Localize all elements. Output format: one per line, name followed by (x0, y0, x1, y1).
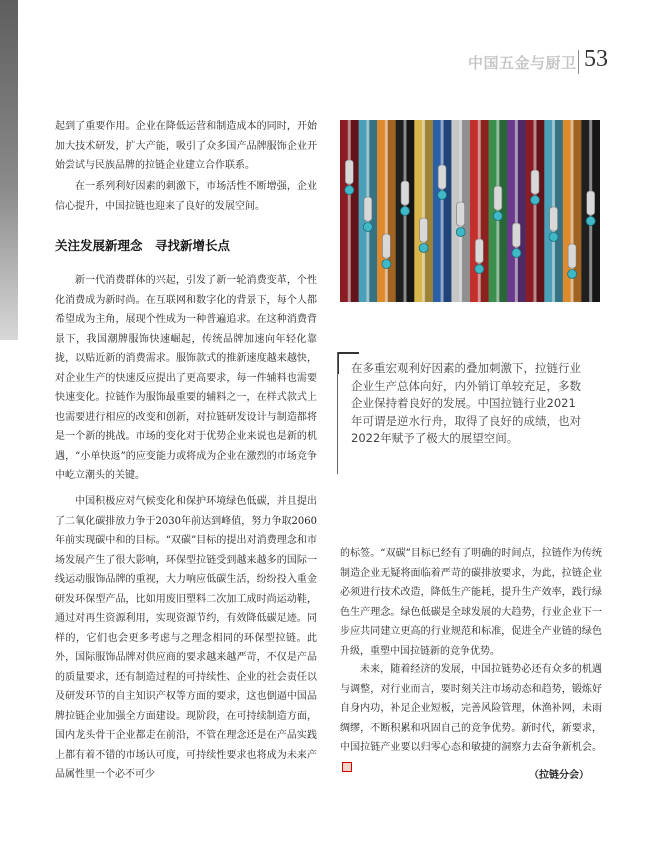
zipper-photo-illustration (340, 120, 600, 302)
zipper-teeth (441, 120, 444, 302)
zipper-teeth (422, 120, 425, 302)
body-paragraph-2: 中国积极应对气候变化和保护环境绿色低碳，并且提出了二氧化碳排放力争于2030年前达到峰值，努力争取2060年前实现碳中和的目标。“双碳”目标的提出对消费理念和市场发展产生了很大影响，环保型拉链受到越来越多的国际一线运动服饰品牌的重视，大力响应低碳生活，纷纷投入重金研发环保型产品，比如用废旧塑料二次加工成时尚运动鞋，通过对再生资源利用，实现资源节约，有效降低碳足迹。同样的，它们也会更多考虑与之理念相同的环保型拉链。此外，国际服饰品牌对供应商的要求越来越严苛，不仅是产品的质量要求，还有制造过程的可持续性、企业的社会责任以及研发环节的自主知识产权等方面的要求，这也倒逼中国品牌拉链企业加强全方面建设。现阶段，在可持续制造方面，国内龙头骨干企业都走在前沿，不管在理念还是在产品实践上都有着不错的市场认可度，可持续性要求也将成为未来产品属性里一个必不可少 (55, 496, 317, 780)
zipper-pull-bead (512, 249, 521, 258)
zipper-pull-bead (568, 270, 577, 279)
zipper-teeth (496, 120, 499, 302)
page-number: 53 (584, 46, 608, 72)
right-paragraph-1: 的标签。“双碳”目标已经有了明确的时间点，拉链作为传统制造企业无疑将面临着严苛的碳排放要求，为此，拉链企业必须进行技术改造，降低生产能耗，提升生产效率，践行绿色生产理念。绿色低碳是全球发展的大趋势，行业企业下一步应共同建立更高的行业规范和标准，促进全产业链的绿色升级，重塑中国拉链新的竞争优势。 (340, 548, 602, 657)
zipper-pull-bead (586, 217, 595, 226)
zipper-teeth (478, 120, 481, 302)
zipper-pull-bead (493, 212, 502, 221)
right-paragraph-2 (340, 660, 602, 777)
body-paragraph-1: 新一代消费群体的兴起，引发了新一轮消费变革，个性化消费成为新时尚。在互联网和数字化的背景下，每个人都希望成为主角，展现个性成为一种普遍追求。在这种消费背景下，我国潮牌服饰快速崛起，传统品牌加速向年轻化靠拢，以贴近新的消费需求。服饰款式的推新速度越来越快，对企业生产的快速反应提出了更高要求，每一件辅料也需要快速变化。拉链作为服饰最重要的辅料之一，在样式款式上也需要进行相应的改变和创新，对拉链研发设计与制造都将是一个新的挑战。市场的变化对于优势企业来说也是新的机遇，“小单快返”的应变能力或将成为企业在激烈的市场竞争中屹立潮头的关键。 (55, 275, 317, 481)
intro-paragraph-2: 在一系列利好因素的刺激下，市场活性不断增强，企业信心提升，中国拉链也迎来了良好的发展空间。 (55, 181, 317, 212)
zipper-pull (420, 218, 428, 242)
zipper-pull-bead (531, 196, 540, 205)
pull-quote-text: 在多重宏观利好因素的叠加刺激下，拉链行业企业生产总体向好，内外销订单较充足，多数企业保持着良好的发展。中国拉链行业2021年可谓是逆水行舟，取得了良好的成绩，也对2022年赋予了极大的展望空间。 (351, 361, 581, 445)
fabric-shadow (387, 120, 395, 302)
fabric-shadow (499, 120, 507, 302)
magazine-logo: 中国五金与厨卫 (468, 54, 577, 72)
pull-quote (337, 352, 593, 474)
zipper-pull (568, 244, 576, 268)
fabric-shadow (480, 120, 488, 302)
zipper-photo (340, 120, 600, 302)
zipper-pull (401, 181, 409, 205)
article-credit: （拉链分会） (529, 770, 589, 781)
zipper-pull (475, 239, 483, 263)
header-divider (578, 50, 579, 74)
zipper-pull-bead (419, 244, 428, 253)
zipper-pull (494, 186, 502, 210)
zipper-pull-bead (549, 233, 558, 242)
fabric-shadow (536, 120, 544, 302)
zipper-teeth (385, 120, 388, 302)
zipper-pull (457, 202, 465, 226)
zipper-pull-bead (438, 191, 447, 200)
intro-paragraph-1: 起到了重要作用。企业在降低运营和制造成本的同时，开始加大技术研发，扩大产能，吸引了众多国产品牌服饰企业开始尝试与民族品牌的拉链企业建立合作联系。 (55, 121, 317, 171)
zipper-pull (531, 170, 539, 194)
zipper-pull-bead (363, 223, 372, 232)
zipper-pull-bead (456, 228, 465, 237)
zipper-pull (550, 207, 558, 231)
fabric-shadow (443, 120, 451, 302)
fabric-shadow (350, 120, 358, 302)
right-paragraph-2-text: 未来，随着经济的发展，中国拉链势必还有众多的机遇与调整，对行业而言，要时刻关注市场动态和趋势，锻炼好自身内功，补足企业短板，完善风险管理，休渔补网，未雨绸缪，不断积累和巩固自己的竞争优势。新时代，新要求，中国拉链产业要以归零心态和敏捷的洞察力去奋争新机会。 (340, 664, 602, 753)
left-decorative-band (0, 0, 18, 340)
zipper-pull-bead (401, 207, 410, 216)
zipper-teeth (348, 120, 351, 302)
zipper-pull-bead (382, 260, 391, 269)
zipper-pull (512, 223, 520, 247)
zipper-pull (345, 160, 353, 184)
zipper-pull-bead (475, 265, 484, 274)
zipper-pull (587, 191, 595, 215)
zipper-pull-bead (345, 186, 354, 195)
zipper-teeth (515, 120, 518, 302)
pull-quote-rule (337, 352, 338, 474)
zipper-pull (364, 197, 372, 221)
end-mark-icon (342, 762, 352, 772)
section-heading: 关注发展新理念 寻找新增长点 (55, 238, 231, 253)
zipper-teeth (534, 120, 537, 302)
zipper-pull (382, 234, 390, 258)
fabric-shadow (517, 120, 525, 302)
zipper-pull (438, 165, 446, 189)
fabric-shadow (425, 120, 433, 302)
